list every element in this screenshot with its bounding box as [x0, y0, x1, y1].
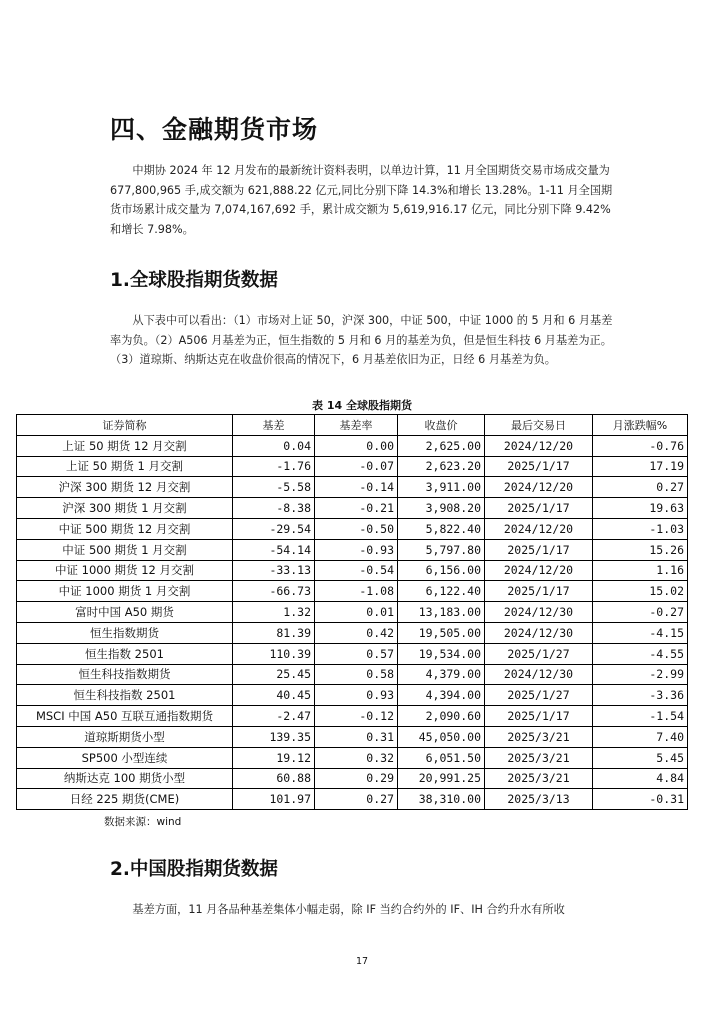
table-caption: 表 14 全球股指期货 — [312, 399, 412, 412]
close-price-cell: 4,394.00 — [398, 685, 485, 706]
table-row — [17, 685, 688, 706]
security-name-cell: 中证 500 期货 12 月交割 — [17, 518, 233, 539]
table-row — [17, 726, 688, 747]
table-row — [17, 498, 688, 519]
global-index-futures-table — [16, 414, 688, 810]
close-price-cell: 6,122.40 — [398, 581, 485, 602]
security-name-cell: 纳斯达克 100 期货小型 — [17, 768, 233, 789]
last-trade-date-cell: 2025/1/17 — [485, 456, 593, 477]
basis-cell: 60.88 — [233, 768, 315, 789]
monthly-change-cell: 4.84 — [593, 768, 688, 789]
security-name-cell: 中证 1000 期货 12 月交割 — [17, 560, 233, 581]
last-trade-date-cell: 2024/12/20 — [485, 560, 593, 581]
basis-cell: -2.47 — [233, 706, 315, 727]
monthly-change-cell: 5.45 — [593, 747, 688, 768]
column-header: 收盘价 — [398, 415, 485, 436]
security-name-cell: 日经 225 期货(CME) — [17, 789, 233, 810]
subsection-title-china-index-futures: 2.中国股指期货数据 — [110, 859, 278, 880]
basis-rate-cell: -0.54 — [315, 560, 398, 581]
last-trade-date-cell: 2024/12/20 — [485, 477, 593, 498]
subsection1-paragraph: 从下表中可以看出：（1）市场对上证 50，沪深 300，中证 500，中证 1000 的 5 月和 6 月基差率为负。（2）A506 月基差为正，恒生指数的 5 月和 6 月的基差为负，但是恒生科技 6 月基差为正。（3）道琼斯、纳斯达克在收盘价很高的情况下，6 月基差依旧为正，日经 6 月基差为负。 — [110, 314, 613, 366]
last-trade-date-cell: 2025/3/21 — [485, 747, 593, 768]
monthly-change-cell: -0.31 — [593, 789, 688, 810]
basis-rate-cell: -0.12 — [315, 706, 398, 727]
basis-cell: 139.35 — [233, 726, 315, 747]
section-title: 四、金融期货市场 — [110, 115, 319, 144]
security-name-cell: 富时中国 A50 期货 — [17, 602, 233, 623]
security-name-cell: 沪深 300 期货 1 月交割 — [17, 498, 233, 519]
table-row — [17, 789, 688, 810]
page-number: 17 — [355, 956, 369, 967]
monthly-change-cell: -4.55 — [593, 643, 688, 664]
table-row — [17, 477, 688, 498]
monthly-change-cell: 15.26 — [593, 539, 688, 560]
last-trade-date-cell: 2025/1/17 — [485, 706, 593, 727]
last-trade-date-cell: 2025/3/21 — [485, 768, 593, 789]
basis-cell: 25.45 — [233, 664, 315, 685]
basis-rate-cell: 0.42 — [315, 622, 398, 643]
column-header: 证券简称 — [17, 415, 233, 436]
basis-cell: 19.12 — [233, 747, 315, 768]
basis-rate-cell: 0.57 — [315, 643, 398, 664]
monthly-change-cell: -1.03 — [593, 518, 688, 539]
last-trade-date-cell: 2025/3/13 — [485, 789, 593, 810]
basis-cell: 1.32 — [233, 602, 315, 623]
basis-cell: -54.14 — [233, 539, 315, 560]
subsection-title-global-index-futures: 1.全球股指期货数据 — [110, 270, 278, 291]
last-trade-date-cell: 2025/1/27 — [485, 685, 593, 706]
table-source-note: 数据来源：wind — [104, 816, 182, 828]
last-trade-date-cell: 2025/1/17 — [485, 581, 593, 602]
last-trade-date-cell: 2024/12/20 — [485, 518, 593, 539]
table-row — [17, 768, 688, 789]
close-price-cell: 2,625.00 — [398, 435, 485, 456]
basis-cell: 81.39 — [233, 622, 315, 643]
close-price-cell: 2,090.60 — [398, 706, 485, 727]
monthly-change-cell: -0.27 — [593, 602, 688, 623]
close-price-cell: 4,379.00 — [398, 664, 485, 685]
monthly-change-cell: -4.15 — [593, 622, 688, 643]
basis-rate-cell: -0.50 — [315, 518, 398, 539]
basis-cell: 0.04 — [233, 435, 315, 456]
monthly-change-cell: -1.54 — [593, 706, 688, 727]
basis-cell: -5.58 — [233, 477, 315, 498]
basis-cell: -66.73 — [233, 581, 315, 602]
security-name-cell: 恒生科技指数 2501 — [17, 685, 233, 706]
basis-rate-cell: 0.58 — [315, 664, 398, 685]
close-price-cell: 2,623.20 — [398, 456, 485, 477]
security-name-cell: MSCI 中国 A50 互联互通指数期货 — [17, 706, 233, 727]
table-row — [17, 560, 688, 581]
last-trade-date-cell: 2025/1/27 — [485, 643, 593, 664]
security-name-cell: 中证 500 期货 1 月交割 — [17, 539, 233, 560]
monthly-change-cell: -2.99 — [593, 664, 688, 685]
basis-rate-cell: -0.21 — [315, 498, 398, 519]
table-row — [17, 581, 688, 602]
monthly-change-cell: 19.63 — [593, 498, 688, 519]
basis-rate-cell: 0.01 — [315, 602, 398, 623]
close-price-cell: 19,505.00 — [398, 622, 485, 643]
column-header: 基差 — [233, 415, 315, 436]
security-name-cell: 沪深 300 期货 12 月交割 — [17, 477, 233, 498]
monthly-change-cell: 1.16 — [593, 560, 688, 581]
table-row — [17, 643, 688, 664]
table-row — [17, 747, 688, 768]
intro-paragraph: 中期协 2024 年 12 月发布的最新统计资料表明，以单边计算，11 月全国期货交易市场成交量为 677,800,965 手,成交额为 621,888.22 亿元,同比分别下降 14.3%和增长 13.28%。1-11 月全国期货市场累计成交量为 7,074,167,692 手，累计成交额为 5,619,916.17 亿元，同比分别下降 9.42%和增长 7.98%。 — [110, 164, 613, 236]
basis-cell: -8.38 — [233, 498, 315, 519]
table-row — [17, 622, 688, 643]
basis-rate-cell: -0.14 — [315, 477, 398, 498]
close-price-cell: 5,797.80 — [398, 539, 485, 560]
monthly-change-cell: 17.19 — [593, 456, 688, 477]
monthly-change-cell: -3.36 — [593, 685, 688, 706]
close-price-cell: 20,991.25 — [398, 768, 485, 789]
monthly-change-cell: 7.40 — [593, 726, 688, 747]
table-row — [17, 435, 688, 456]
close-price-cell: 13,183.00 — [398, 602, 485, 623]
monthly-change-cell: -0.76 — [593, 435, 688, 456]
security-name-cell: 恒生指数期货 — [17, 622, 233, 643]
last-trade-date-cell: 2024/12/30 — [485, 622, 593, 643]
table-header-row — [17, 415, 688, 436]
last-trade-date-cell: 2024/12/20 — [485, 435, 593, 456]
basis-rate-cell: 0.93 — [315, 685, 398, 706]
basis-rate-cell: 0.31 — [315, 726, 398, 747]
column-header: 最后交易日 — [485, 415, 593, 436]
security-name-cell: 恒生指数 2501 — [17, 643, 233, 664]
column-header: 基差率 — [315, 415, 398, 436]
security-name-cell: SP500 小型连续 — [17, 747, 233, 768]
table-row — [17, 456, 688, 477]
security-name-cell: 道琼斯期货小型 — [17, 726, 233, 747]
close-price-cell: 45,050.00 — [398, 726, 485, 747]
basis-cell: 110.39 — [233, 643, 315, 664]
basis-cell: 40.45 — [233, 685, 315, 706]
monthly-change-cell: 15.02 — [593, 581, 688, 602]
basis-rate-cell: -1.08 — [315, 581, 398, 602]
close-price-cell: 5,822.40 — [398, 518, 485, 539]
security-name-cell: 中证 1000 期货 1 月交割 — [17, 581, 233, 602]
basis-rate-cell: 0.32 — [315, 747, 398, 768]
column-header: 月涨跌幅% — [593, 415, 688, 436]
last-trade-date-cell: 2024/12/30 — [485, 664, 593, 685]
table-row — [17, 539, 688, 560]
close-price-cell: 6,156.00 — [398, 560, 485, 581]
table-row — [17, 706, 688, 727]
monthly-change-cell: 0.27 — [593, 477, 688, 498]
last-trade-date-cell: 2025/1/17 — [485, 539, 593, 560]
basis-rate-cell: 0.00 — [315, 435, 398, 456]
basis-rate-cell: -0.07 — [315, 456, 398, 477]
close-price-cell: 38,310.00 — [398, 789, 485, 810]
subsection2-paragraph: 基差方面，11 月各品种基差集体小幅走弱，除 IF 当约合约外的 IF、IH 合约升水有所收 — [132, 903, 565, 916]
close-price-cell: 3,908.20 — [398, 498, 485, 519]
table-row — [17, 518, 688, 539]
basis-cell: -33.13 — [233, 560, 315, 581]
table-row — [17, 664, 688, 685]
close-price-cell: 3,911.00 — [398, 477, 485, 498]
security-name-cell: 恒生科技指数期货 — [17, 664, 233, 685]
close-price-cell: 19,534.00 — [398, 643, 485, 664]
table-row — [17, 602, 688, 623]
basis-rate-cell: 0.27 — [315, 789, 398, 810]
basis-rate-cell: 0.29 — [315, 768, 398, 789]
basis-cell: -29.54 — [233, 518, 315, 539]
last-trade-date-cell: 2024/12/30 — [485, 602, 593, 623]
basis-cell: -1.76 — [233, 456, 315, 477]
security-name-cell: 上证 50 期货 12 月交割 — [17, 435, 233, 456]
basis-rate-cell: -0.93 — [315, 539, 398, 560]
last-trade-date-cell: 2025/1/17 — [485, 498, 593, 519]
security-name-cell: 上证 50 期货 1 月交割 — [17, 456, 233, 477]
last-trade-date-cell: 2025/3/21 — [485, 726, 593, 747]
close-price-cell: 6,051.50 — [398, 747, 485, 768]
basis-cell: 101.97 — [233, 789, 315, 810]
